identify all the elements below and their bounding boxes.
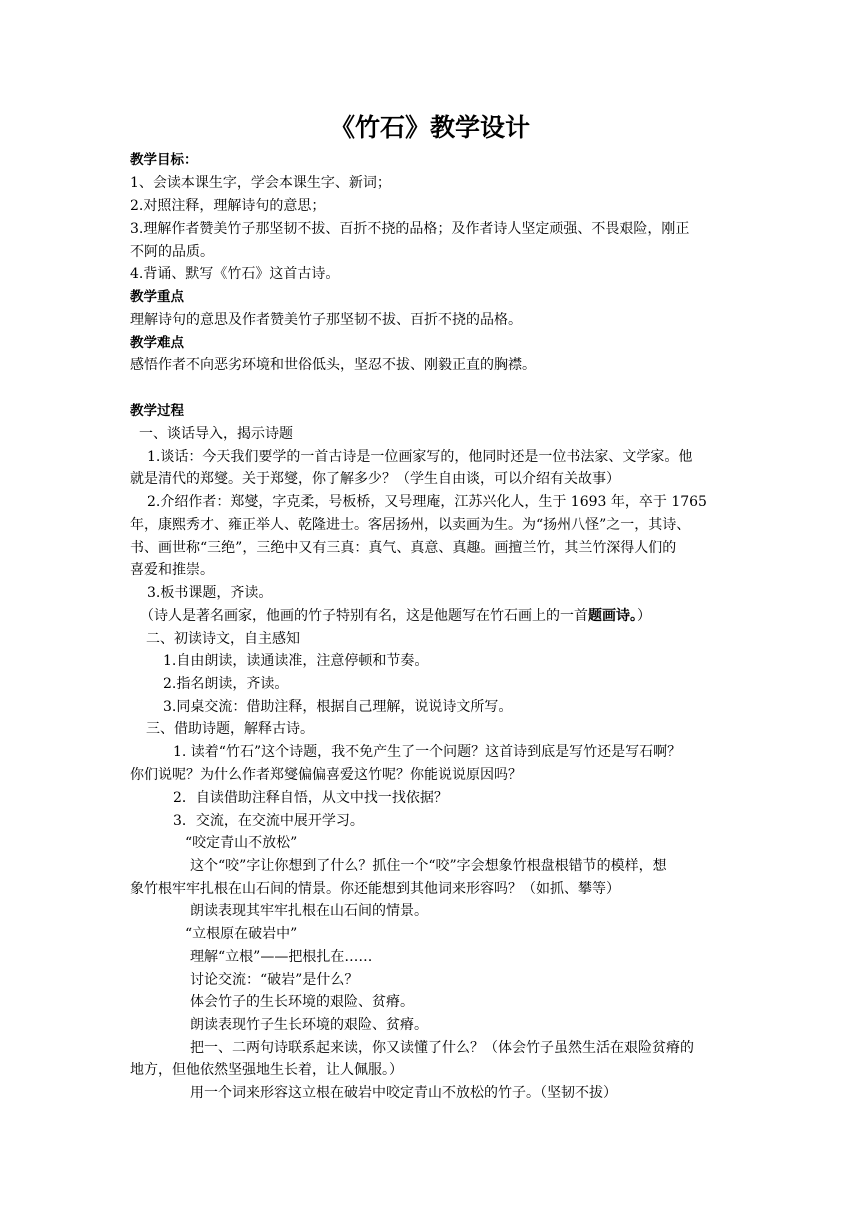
paragraph-line: 用一个词来形容这立根在破岩中咬定青山不放松的竹子。（坚韧不拔） bbox=[190, 1085, 617, 1101]
paragraph-line: 2.介绍作者：郑燮，字克柔，号板桥，又号理庵，江苏兴化人，生于 1693 年，卒于 1765 bbox=[147, 494, 707, 510]
difficulty-heading: 教学难点 bbox=[130, 335, 184, 351]
poem-line: “立根原在破岩中” bbox=[185, 926, 298, 942]
paragraph-line: 象竹根牢牢扎根在山石间的情景。你还能想到其他词来形容吗？（如抓、攀等） bbox=[130, 881, 620, 897]
paragraph-line: 体会竹子的生长环境的艰险、贫瘠。 bbox=[190, 994, 414, 1010]
paragraph-line: 2．自读借助注释自悟，从文中找一找依据？ bbox=[173, 790, 448, 806]
paragraph-line: 3.同桌交流：借助注释，根据自己理解，说说诗文所写。 bbox=[163, 699, 513, 715]
paragraph-line: 你们说呢？为什么作者郑燮偏偏喜爱这竹呢？你能说说原因吗？ bbox=[130, 767, 522, 783]
objective-line: 不阿的品质。 bbox=[130, 244, 214, 260]
paragraph-line: 把一、二两句诗联系起来读，你又读懂了什么？（体会竹子虽然生活在艰险贫瘠的 bbox=[190, 1040, 694, 1056]
note-line bbox=[140, 605, 740, 627]
note-suffix: ） bbox=[637, 608, 651, 624]
paragraph-line: 讨论交流：“破岩”是什么？ bbox=[190, 972, 359, 988]
section-heading: 三、借助诗题，解释古诗。 bbox=[146, 721, 314, 737]
paragraph-line: 就是清代的郑燮。关于郑燮，你了解多少？（学生自由谈，可以介绍有关故事） bbox=[130, 471, 620, 487]
poem-line: “咬定青山不放松” bbox=[185, 835, 298, 851]
note-bold: 题画诗。 bbox=[588, 608, 637, 624]
note-prefix: （诗人是著名画家，他画的竹子特别有名，这是他题写在竹石画上的一首 bbox=[140, 608, 588, 624]
objectives-heading: 教学目标： bbox=[130, 152, 198, 168]
paragraph-line: 理解“立根”——把根扎在…… bbox=[190, 949, 373, 965]
objective-line: 1、会读本课生字，学会本课生字、新词； bbox=[130, 175, 391, 191]
section-heading: 二、初读诗文，自主感知 bbox=[146, 631, 300, 647]
section-heading: 一、谈话导入，揭示诗题 bbox=[139, 426, 293, 442]
paragraph-line: 朗读表现其牢牢扎根在山石间的情景。 bbox=[190, 903, 428, 919]
paragraph-line: 书、画世称“三绝”，三绝中又有三真：真气、真意、真趣。画擅兰竹，其兰竹深得人们的 bbox=[130, 540, 677, 556]
paragraph-line: 3.板书课题，齐读。 bbox=[147, 585, 273, 601]
paragraph-line: 1.谈话：今天我们要学的一首古诗是一位画家写的，他同时还是一位书法家、文学家。他 bbox=[147, 449, 693, 465]
paragraph-line: 这个“咬”字让你想到了什么？抓住一个“咬”字会想象竹根盘根错节的模样，想 bbox=[190, 858, 667, 874]
key-point-heading: 教学重点 bbox=[130, 289, 184, 305]
objective-line: 4.背诵、默写《竹石》这首古诗。 bbox=[130, 266, 340, 282]
paragraph-line: 喜爱和推崇。 bbox=[130, 562, 214, 578]
paragraph-line: 3．交流，在交流中展开学习。 bbox=[173, 813, 364, 829]
difficulty-text: 感悟作者不向恶劣环境和世俗低头，坚忍不拔、刚毅正直的胸襟。 bbox=[130, 357, 536, 373]
objective-line: 3.理解作者赞美竹子那坚韧不拔、百折不挠的品格；及作者诗人坚定顽强、不畏艰险，刚正 bbox=[130, 221, 690, 237]
paragraph-line: 2.指名朗读，齐读。 bbox=[163, 676, 289, 692]
key-point-text: 理解诗句的意思及作者赞美竹子那坚韧不拔、百折不挠的品格。 bbox=[130, 312, 522, 328]
paragraph-line: 1. 读着“竹石”这个诗题，我不免产生了一个问题？这首诗到底是写竹还是写石啊？ bbox=[173, 744, 682, 760]
paragraph-line: 朗读表现竹子生长环境的艰险、贫瘠。 bbox=[190, 1017, 428, 1033]
paragraph-line: 年，康熙秀才、雍正举人、乾隆进士。客居扬州，以卖画为生。为“扬州八怪”之一，其诗、 bbox=[130, 517, 691, 533]
document-title: 《竹石》教学设计 bbox=[329, 113, 530, 142]
process-heading: 教学过程 bbox=[130, 403, 184, 419]
paragraph-line: 地方，但他依然坚强地生长着，让人佩服。） bbox=[130, 1062, 403, 1078]
paragraph-line: 1.自由朗读，读通读准，注意停顿和节奏。 bbox=[163, 653, 429, 669]
objective-line: 2.对照注释，理解诗句的意思； bbox=[130, 198, 326, 214]
